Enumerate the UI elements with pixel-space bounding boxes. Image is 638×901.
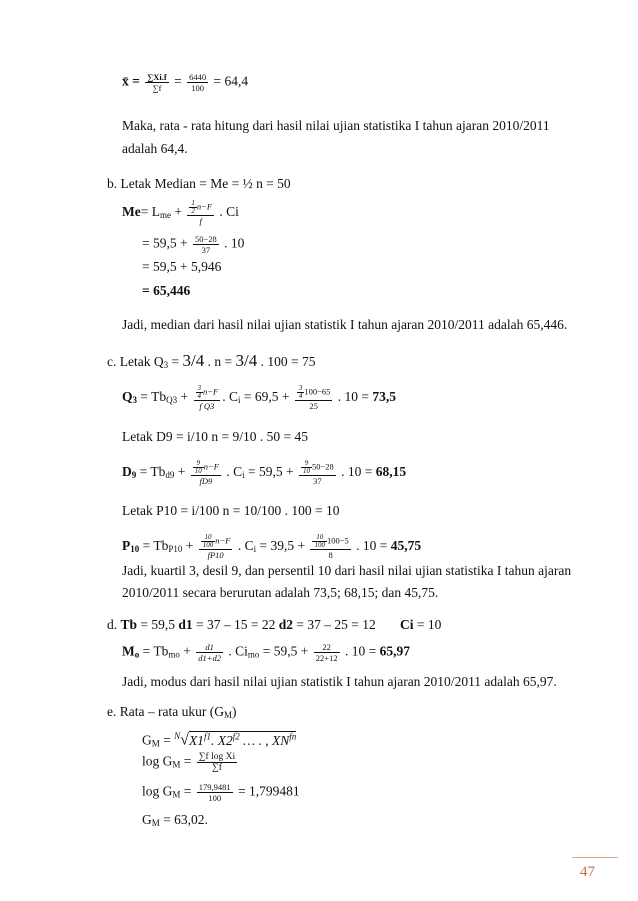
mean-conclusion-line1: Maka, rata - rata hitung dari hasil nilai ujian statistika I tahun ajaran 2010/2011 <box>122 118 550 133</box>
median-step1: = 59,5 + $\frac{50-28}{37}$ . 10 <box>142 234 245 255</box>
median-conclusion: Jadi, median dari hasil nilai ujian statistik I tahun ajaran 2010/2011 adalah 65,446. <box>122 317 568 332</box>
fraction: $\frac{6440}{100}$ <box>189 72 207 93</box>
mean-conclusion-line2: adalah 64,4. <box>122 141 188 156</box>
median-result: = 65,446 <box>142 283 191 298</box>
fraction: $\frac{1}{2}$ n−F f <box>187 200 214 226</box>
percentile-formula: $P_{10} = Tb_{P10}$ + $\frac{10}{100}$ n−F fP10 . $C_i = 39,5$ + $\frac{10}{100}$ 100−5 8 . 10 = 45,75 <box>122 533 422 560</box>
mode-class-width: Ci = 10 <box>400 617 442 632</box>
quartile-formula: $Q_3 = Tb_{Q3}$ + $\frac{3}{4}$ n−F f Q3 . $C_i = 69,5$ + $\frac{3}{4}$ 100−65 25 . 10 = 73,5 <box>122 384 397 411</box>
decile-formula: $D_9 = Tb_{d9}$ + $\frac{9}{10}$ n−F fD9 . $C_i = 59,5$ + $\frac{9}{10}$ 50−28 37 . 10 = 68,15 <box>122 459 407 486</box>
log-gm-value: $\log G_M$ = $\frac{179,9481}{100}$ = 1,799481 <box>142 782 300 803</box>
gm-result: $G_M = 63,02$. <box>142 812 208 828</box>
fraction: $\frac{\sum Xi.f}{\sum f}$ <box>147 72 167 93</box>
page-number-divider <box>572 857 618 858</box>
page-number: 47 <box>580 864 595 880</box>
quantile-conclusion-line1: Jadi, kuartil 3, desil 9, dan persentil 10 dari hasil nilai ujian statistika I tahun ajaran <box>122 563 572 578</box>
mean-formula: x̄ = $\frac{\sum Xi.f}{\sum f}$ = $\frac{6440}{100}$ = 64,4 <box>122 72 249 93</box>
percentile-position: Letak P10 = i/100 n = 10/100 . 100 = 10 <box>122 503 340 518</box>
log-gm-formula: $\log G_M$ = $\frac{\text{∑f log Xi}}{\sum f}$ <box>142 752 236 773</box>
quantile-conclusion-line2: 2010/2011 secara berurutan adalah 73,5; 68,15; dan 45,75. <box>122 585 439 600</box>
quartile-heading: c. Letak $Q_3 = 3/4$ . n = 3/4 . 100 = 75 <box>107 351 316 370</box>
median-step2: = 59,5 + 5,946 <box>142 259 222 274</box>
geometric-mean-heading: e. Rata – rata ukur $(G_M)$ <box>107 704 237 720</box>
mode-conclusion: Jadi, modus dari hasil nilai ujian statistik I tahun ajaran 2010/2011 adalah 65,97. <box>122 674 557 689</box>
mode-parameters: d. Tb = 59,5 d1 = 37 – 15 = 22 d2 = 37 – 25 = 12 <box>107 617 376 632</box>
decile-position: Letak D9 = i/10 n = 9/10 . 50 = 45 <box>122 429 308 444</box>
geometric-mean-formula: $G_M = ^N√X1^{f1}$. $X2^{f2}$ … . , $XN^{fn}$ <box>142 731 297 749</box>
median-formula: $Me= L_{me}$ + $\frac{1}{2}$ n−F f . Ci <box>122 199 239 226</box>
mode-formula: $M_o = Tb_{mo}$ + $\frac{d1}{d1+d2}$ . $Ci_{mo} = 59,5$ + $\frac{22}{22+12}$ . 10 = 65,97 <box>122 642 410 663</box>
median-heading: b. Letak Median = Me = ½ n = 50 <box>107 176 291 191</box>
